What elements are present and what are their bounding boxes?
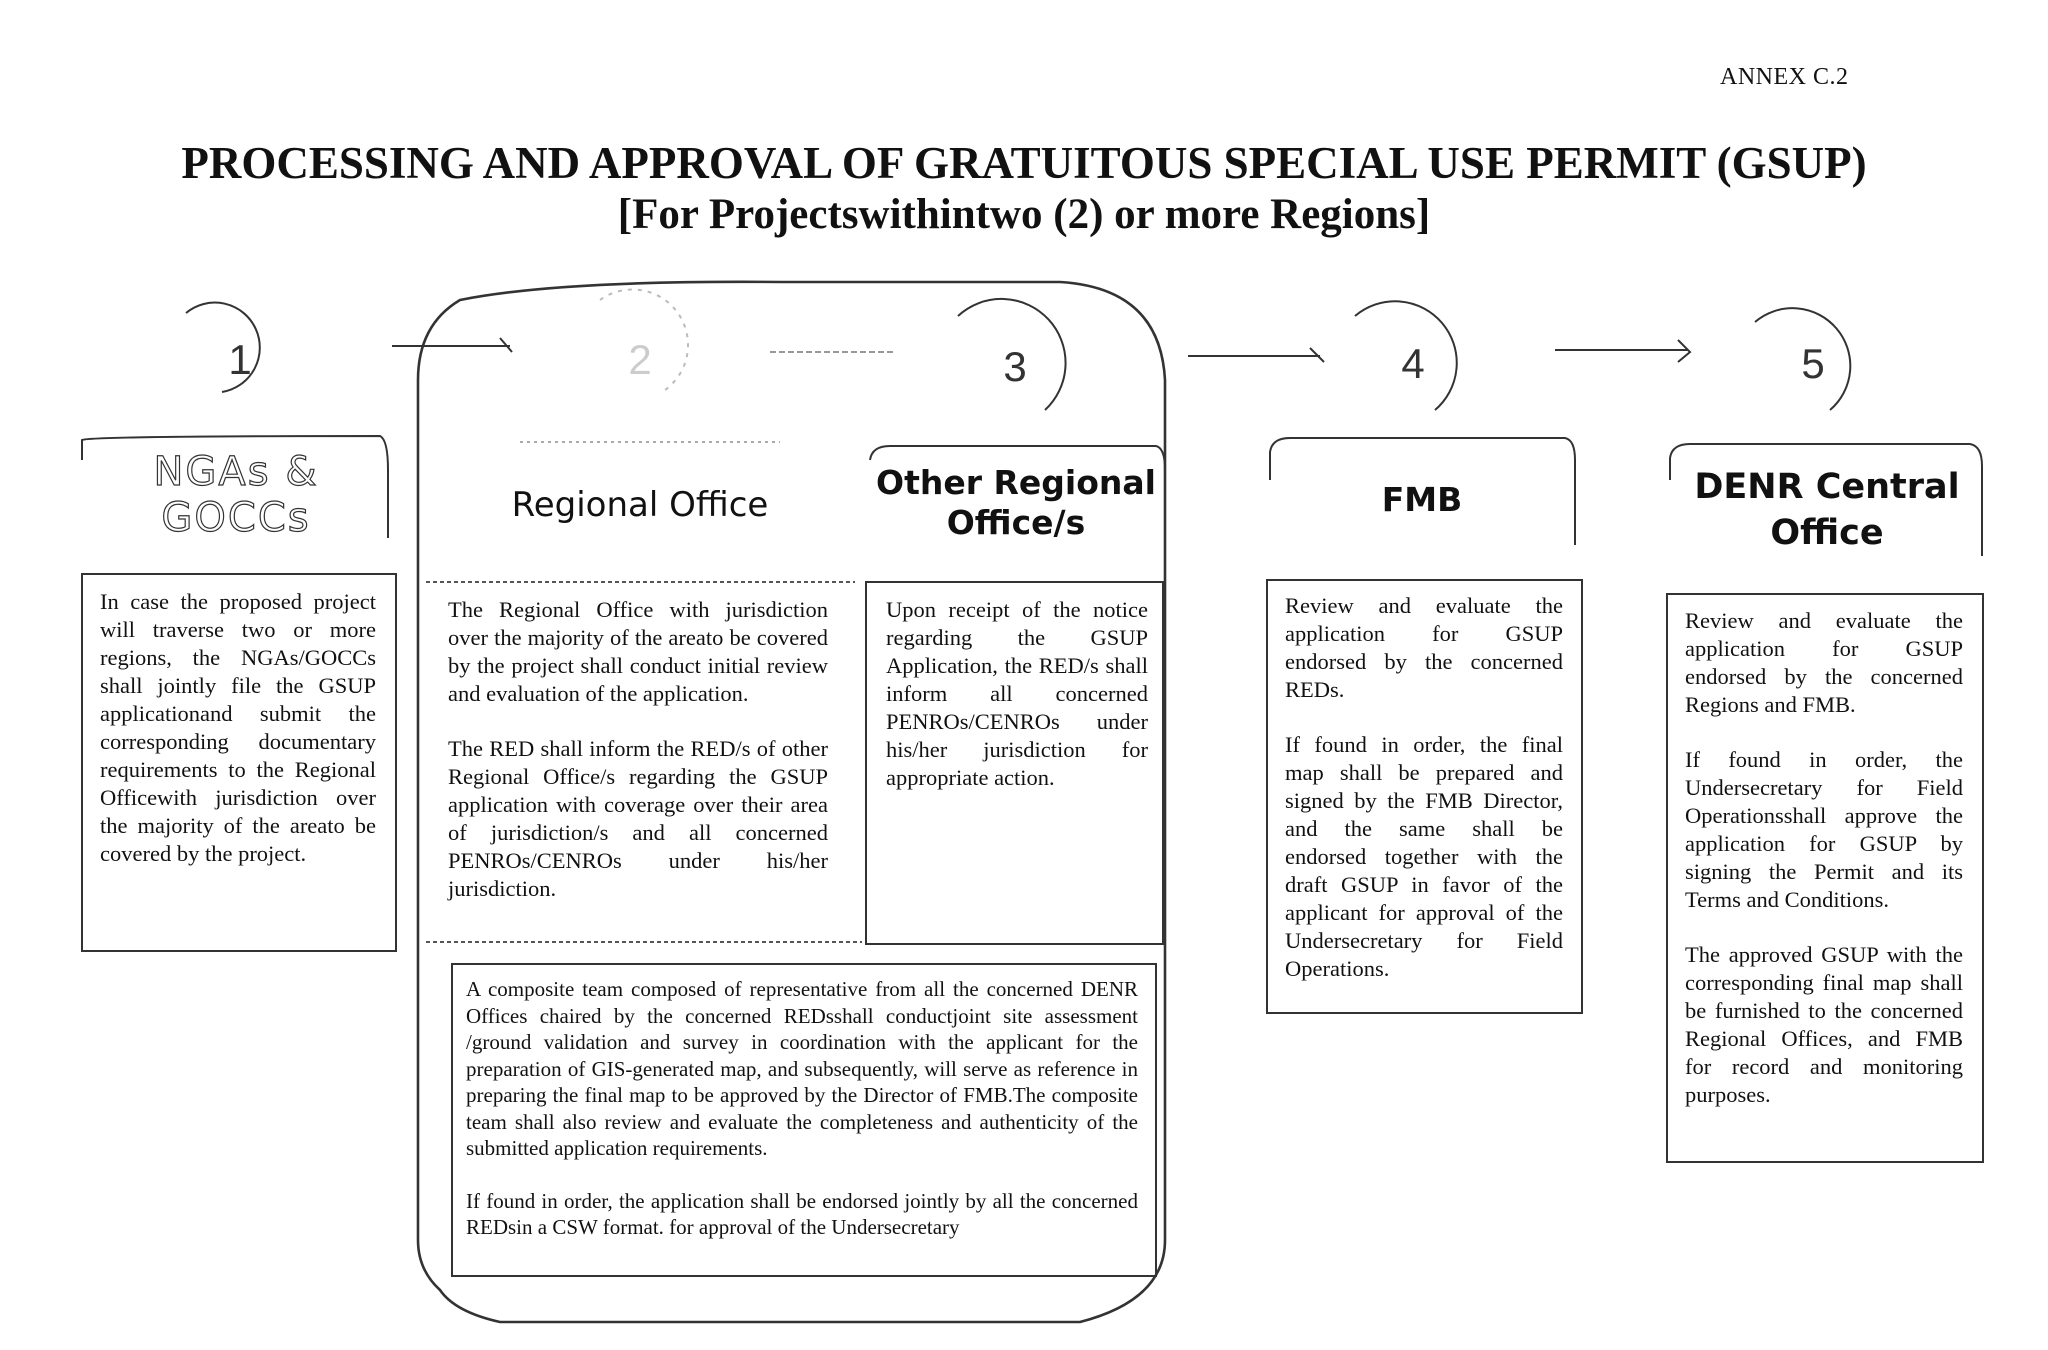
header-ngas-line1: NGAs & bbox=[153, 449, 319, 495]
header-other-regional-office bbox=[870, 455, 1162, 550]
other-regional-text: Upon receipt of the notice regarding the GSUP Application, the RED/s shall inform all concerned PENROs/CENROs under his/her jurisdiction for appropriate action. bbox=[886, 597, 1148, 790]
step-number-5: 5 bbox=[1801, 340, 1825, 387]
header-denr-central-office bbox=[1672, 460, 1982, 560]
text-box-regional-office bbox=[448, 596, 828, 903]
header-regional-office: Regional Office bbox=[511, 485, 769, 525]
text-box-other-regional bbox=[886, 596, 1148, 792]
header-other-line2: Office/s bbox=[946, 502, 1086, 542]
header-denr-line1: DENR Central bbox=[1694, 467, 1960, 507]
ngas-text: In case the proposed project will traverse two or more regions, the NGAs/GOCCs shall jointly file the GSUP applicationand submit the corresponding documentary requirements to the Regional Officewith jurisdiction over the majority of the areato be covered by the project. bbox=[100, 589, 376, 866]
fmb-para-1: Review and evaluate the application for GSUP endorsed by the concerned REDs. bbox=[1285, 593, 1563, 702]
header-denr-line2: Office bbox=[1770, 513, 1884, 553]
composite-para-1: A composite team composed of representative from all the concerned DENR Offices chaired by the concerned REDsshall conductjoint site assessment /ground validation and survey in coordination with the applicant for the preparation of GIS-generated map, and subsequently, will serve as reference in preparing the final map to be approved by the Director of FMB.The composite team shall also review and evaluate the completeness and authenticity of the submitted application requirements. bbox=[466, 977, 1138, 1160]
denr-para-2: If found in order, the Undersecretary for Field Operationsshall approve the application for GSUP by signing the Permit and its Terms and Conditions. bbox=[1685, 747, 1963, 912]
step-number-4: 4 bbox=[1401, 340, 1425, 387]
arrow-3-4 bbox=[1188, 348, 1324, 362]
composite-para-2: If found in order, the application shall be endorsed jointly by all the concerned REDsin a CSW format. for approval of the Undersecretary bbox=[466, 1188, 1138, 1239]
composite-team-box bbox=[466, 976, 1138, 1266]
step-number-1: 1 bbox=[228, 336, 252, 383]
regional-office-para-1: The Regional Office with jurisdiction over the majority of the areato be covered by the project shall conduct initial review and evaluation of the application. bbox=[448, 597, 828, 706]
text-box-denr-central bbox=[1685, 607, 1963, 1109]
step-number-2: 2 bbox=[628, 336, 652, 383]
regional-office-para-2: The RED shall inform the RED/s of other Regional Office/s regarding the GSUP application with coverage over their area of jurisdiction/s and all concerned PENROs/CENROs under his/her jurisdiction. bbox=[448, 736, 828, 901]
header-fmb: FMB bbox=[1381, 480, 1463, 519]
arrow-4-5 bbox=[1555, 340, 1690, 362]
fmb-para-2: If found in order, the final map shall be prepared and signed by the FMB Director, and the same shall be endorsed together with the draft GSUP in favor of the applicant for approval of the Undersecretary for Field Operations. bbox=[1285, 732, 1563, 981]
page-title: PROCESSING AND APPROVAL OF GRATUITOUS SPECIAL USE PERMIT (GSUP) bbox=[181, 138, 1867, 188]
arrow-1-2 bbox=[392, 338, 512, 352]
annex-label: ANNEX C.2 bbox=[1720, 64, 1849, 90]
text-box-fmb bbox=[1285, 592, 1563, 983]
header-ngas-line2: GOCCs bbox=[161, 495, 311, 541]
denr-para-3: The approved GSUP with the corresponding final map shall be furnished to the concerned Regional Offices, and FMB for record and monitoring purposes. bbox=[1685, 942, 1963, 1107]
step-number-3: 3 bbox=[1003, 343, 1027, 390]
page-subtitle: [For Projectswithintwo (2) or more Regions] bbox=[617, 191, 1431, 238]
header-ngas-gocc bbox=[86, 445, 386, 545]
text-box-ngas bbox=[100, 588, 376, 868]
header-other-line1: Other Regional bbox=[876, 462, 1156, 502]
denr-para-1: Review and evaluate the application for GSUP endorsed by the concerned Regions and FMB. bbox=[1685, 608, 1963, 717]
